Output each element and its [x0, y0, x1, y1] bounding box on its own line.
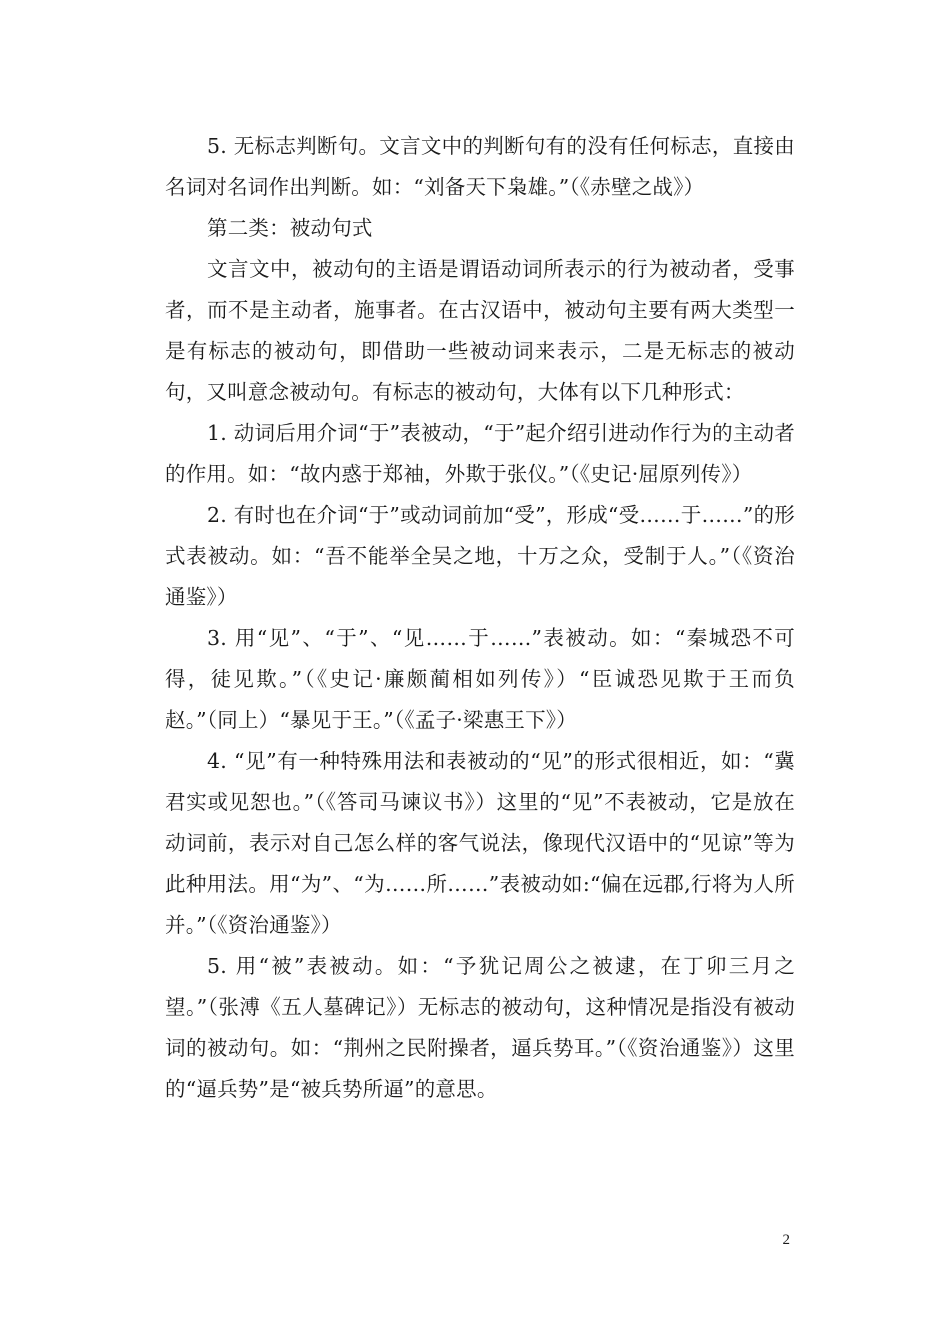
paragraph-passive-2: 2. 有时也在介词“于”或动词前加“受”，形成“受……于……”的形式表被动。如：“吾不能举全吴之地，十万之众，受制于人。”（《资治通鉴》）	[165, 503, 795, 609]
page-number: 2	[782, 1232, 790, 1248]
paragraph-passive-5: 5. 用“被”表被动。如：“予犹记周公之被逮，在丁卯三月之望。”（张溥《五人墓碑记》）无标志的被动句，这种情况是指没有被动词的被动句。如：“荆州之民附操者，逼兵势耳。”（《资治通鉴》）这里的“逼兵势”是“被兵势所逼”的意思。	[165, 954, 795, 1101]
paragraph-passive-intro: 文言文中，被动句的主语是谓语动词所表示的行为被动者，受事者，而不是主动者，施事者。在古汉语中，被动句主要有两大类型一是有标志的被动句，即借助一些被动词来表示，二是无标志的被动句，又叫意念被动句。有标志的被动句，大体有以下几种形式：	[165, 257, 795, 404]
paragraph-passive-3: 3. 用“见”、“于”、“见……于……”表被动。如：“秦城恐不可得，徒见欺。”（《史记·廉颇蔺相如列传》）“臣诚恐见欺于王而负赵。”（同上）“暴见于王。”（《孟子·梁惠王下》）	[165, 626, 795, 732]
paragraph-passive-1: 1. 动词后用介词“于”表被动，“于”起介绍引进动作行为的主动者的作用。如：“故内惑于郑袖，外欺于张仪。”（《史记·屈原列传》）	[165, 421, 795, 486]
section-heading-passive: 第二类：被动句式	[207, 216, 373, 240]
paragraph-no-marker-judgment: 5. 无标志判断句。文言文中的判断句有的没有任何标志，直接由名词对名词作出判断。如：“刘备天下枭雄。”（《赤壁之战》）	[165, 134, 795, 199]
document-body	[165, 126, 795, 1110]
paragraph-passive-4: 4. “见”有一种特殊用法和表被动的“见”的形式很相近，如：“冀君实或见恕也。”（《答司马谏议书》）这里的“见”不表被动，它是放在动词前，表示对自己怎么样的客气说法，像现代汉语中的“见谅”等为此种用法。用“为”、“为……所……”表被动如:“偏在远郡,行将为人所并。”（《资治通鉴》）	[165, 749, 795, 937]
